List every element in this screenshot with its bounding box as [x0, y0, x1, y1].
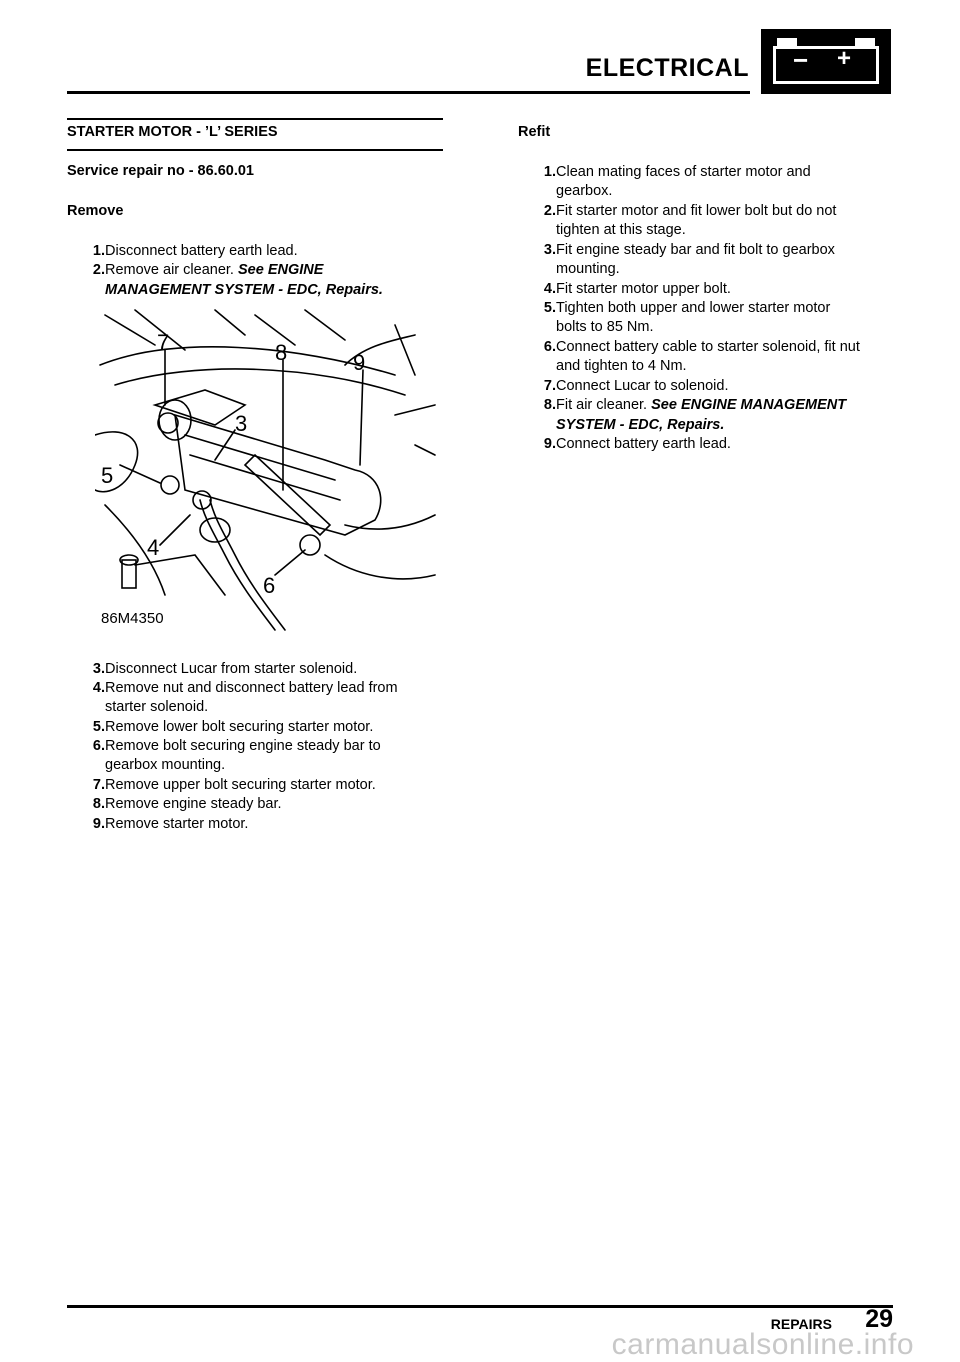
battery-icon [761, 29, 891, 94]
remove-step: 5. Remove lower bolt securing starter motor. [92, 719, 374, 735]
section-header-title: ELECTRICAL [585, 54, 749, 82]
starter-motor-illustration [95, 305, 440, 635]
refit-step: 9. Connect battery earth lead. [543, 436, 731, 452]
remove-step: 8. Remove engine steady bar. [92, 796, 282, 812]
battery-body [773, 46, 879, 84]
cross-reference-continued[interactable]: MANAGEMENT SYSTEM - EDC, Repairs. [105, 282, 383, 298]
page-number: 29 [865, 1305, 893, 1333]
battery-minus-sign: − [793, 45, 809, 75]
battery-plus-sign: + [837, 45, 852, 72]
refit-step: 1. Clean mating faces of starter motor and gearbox. [543, 164, 811, 199]
figure-callout: 9 [353, 350, 366, 375]
refit-step: 7. Connect Lucar to solenoid. [543, 378, 729, 394]
figure-callout: 6 [263, 573, 276, 598]
footer-rule [67, 1305, 893, 1308]
refit-step: 8. Fit air cleaner. See ENGINE MANAGEMENT [543, 397, 847, 413]
service-repair-number: Service repair no - 86.60.01 [67, 163, 254, 179]
remove-step: 1. Disconnect battery earth lead. [92, 243, 298, 259]
remove-heading: Remove [67, 203, 124, 219]
section-rule-top [67, 118, 443, 120]
remove-step: 6. Remove bolt securing engine steady bar to gearbox mounting. [92, 738, 381, 773]
watermark: carmanualsonline.info [611, 1328, 914, 1361]
remove-step: 3. Disconnect Lucar from starter solenoid. [92, 661, 358, 677]
figure-callout: 5 [101, 463, 114, 488]
refit-step: 6. Connect battery cable to starter solenoid, fit nut and tighten to 4 Nm. [543, 339, 860, 374]
section-rule-bottom [67, 149, 443, 151]
cross-reference[interactable]: See ENGINE [237, 262, 324, 278]
refit-heading: Refit [518, 124, 551, 140]
figure-id: 86M4350 [101, 610, 164, 627]
refit-step: 4. Fit starter motor upper bolt. [543, 281, 731, 297]
cross-reference-continued[interactable]: SYSTEM - EDC, Repairs. [556, 417, 725, 433]
header-rule [67, 91, 750, 94]
figure-callout: 4 [147, 535, 160, 560]
footer-section-label: REPAIRS [770, 1316, 832, 1332]
refit-step: 3. Fit engine steady bar and fit bolt to gearbox mounting. [543, 242, 835, 277]
remove-step: 9. Remove starter motor. [92, 816, 249, 832]
remove-step: 4. Remove nut and disconnect battery lead from starter solenoid. [92, 680, 398, 715]
figure-callout: 3 [235, 411, 248, 436]
remove-step: 2. Remove air cleaner. See ENGINE [92, 262, 324, 278]
figure-callout: 8 [275, 340, 288, 365]
remove-step: 7. Remove upper bolt securing starter motor. [92, 777, 376, 793]
battery-terminal-right [855, 38, 875, 46]
section-title: STARTER MOTOR - ’L’ SERIES [67, 124, 278, 140]
refit-step: 5. Tighten both upper and lower starter motor bolts to 85 Nm. [543, 300, 831, 335]
cross-reference[interactable]: See ENGINE MANAGEMENT [651, 397, 847, 413]
figure-callout: 7 [157, 330, 170, 355]
refit-step: 2. Fit starter motor and fit lower bolt but do not tighten at this stage. [543, 203, 837, 238]
